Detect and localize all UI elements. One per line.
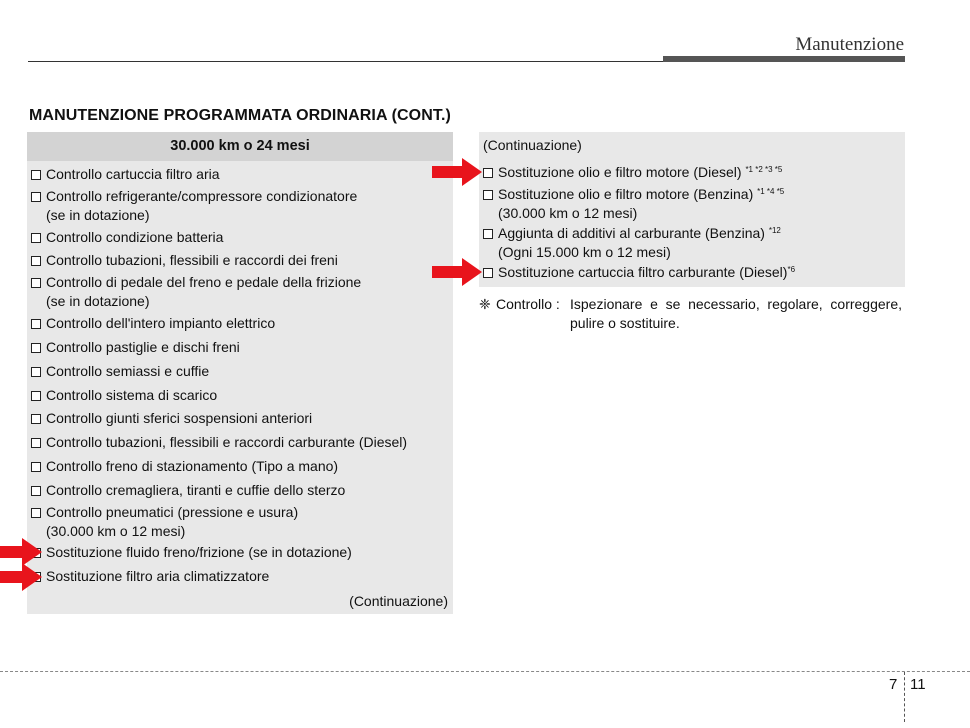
checklist-item-line (498, 263, 901, 282)
checklist-item (483, 224, 901, 262)
checklist-item (483, 263, 901, 282)
left-table-body (27, 161, 453, 614)
checklist-item-label: Controllo refrigerante/compressore condizionatore (46, 188, 358, 204)
footnote-ref: *12 (768, 226, 781, 235)
checklist-item (31, 251, 449, 270)
checkbox-icon (31, 508, 41, 518)
checklist-item (31, 481, 449, 500)
checklist-item (31, 338, 449, 357)
checklist-item-label: Controllo cremagliera, tiranti e cuffie dello sterzo (46, 482, 346, 498)
footnote-ref: *1 *4 *5 (757, 187, 785, 196)
checklist-item-label: Controllo tubazioni, flessibili e raccordi carburante (Diesel) (46, 434, 408, 450)
checklist-item (31, 567, 449, 586)
left-table-heading: 30.000 km o 24 mesi (27, 132, 453, 161)
checklist-item-label: Sostituzione olio e filtro motore (Diesel) (498, 164, 742, 180)
checklist-item (483, 185, 901, 223)
checkbox-icon (31, 343, 41, 353)
checklist-item-line (498, 224, 901, 243)
checklist-item-sub: (Ogni 15.000 km o 12 mesi) (498, 244, 671, 260)
page-number: 11 (910, 676, 926, 693)
red-arrow-icon (432, 258, 484, 286)
checklist-item-label: Controllo semiassi e cuffie (46, 363, 210, 379)
header-bar (663, 56, 905, 62)
checklist-item-label: Controllo di pedale del freno e pedale della frizione (46, 274, 362, 290)
page-number-separator (904, 672, 905, 722)
checklist-item (31, 503, 449, 541)
checklist-item-label: Controllo dell'intero impianto elettrico (46, 315, 276, 331)
header-rule (28, 61, 663, 62)
checkbox-icon (31, 256, 41, 266)
checklist-item (31, 543, 449, 562)
checkbox-icon (31, 192, 41, 202)
footer-rule (0, 671, 970, 672)
checkbox-icon (483, 190, 493, 200)
checklist-item-label: Controllo condizione batteria (46, 229, 224, 245)
checklist-item (31, 187, 449, 225)
footnote-ref: *1 *2 *3 *5 (745, 165, 783, 174)
footnote-ref: *6 (787, 265, 796, 274)
red-arrow-icon (0, 538, 42, 566)
checkbox-icon (483, 168, 493, 178)
continuation-label: (Continuazione) (349, 593, 448, 609)
checkbox-icon (483, 229, 493, 239)
checklist-item-sub: (se in dotazione) (46, 293, 150, 309)
left-maintenance-table (27, 132, 453, 614)
checklist-item-label: Sostituzione fluido freno/frizione (se in dotazione) (46, 544, 352, 560)
checklist-item-label: Controllo freno di stazionamento (Tipo a mano) (46, 458, 339, 474)
checklist-item-label: Sostituzione filtro aria climatizzatore (46, 568, 270, 584)
header-title: Manutenzione (795, 34, 904, 55)
checkbox-icon (31, 462, 41, 472)
checklist-item (31, 409, 449, 428)
checklist-item (31, 273, 449, 311)
checklist-item-label: Controllo cartuccia filtro aria (46, 166, 220, 182)
checkbox-icon (31, 414, 41, 424)
checkbox-icon (31, 319, 41, 329)
checkbox-icon (31, 486, 41, 496)
checkbox-icon (31, 278, 41, 288)
checklist-item-line (498, 163, 901, 182)
red-arrow-icon (432, 158, 484, 186)
checklist-item-sub: (se in dotazione) (46, 207, 150, 223)
right-maintenance-table (479, 132, 905, 287)
chapter-number: 7 (889, 676, 898, 693)
checkbox-icon (31, 170, 41, 180)
checklist-item (31, 386, 449, 405)
checkbox-icon (31, 367, 41, 377)
checklist-item-sub: (30.000 km o 12 mesi) (498, 205, 638, 221)
checklist-item-label: Aggiunta di additivi al carburante (Benzina) (498, 225, 765, 241)
checklist-item (483, 163, 901, 182)
checklist-item-label: Controllo tubazioni, flessibili e raccordi dei freni (46, 252, 338, 268)
checklist-item (31, 457, 449, 476)
checklist-item (31, 362, 449, 381)
checkbox-icon (483, 268, 493, 278)
checklist-item-label: Controllo sistema di scarico (46, 387, 218, 403)
checklist-item (31, 314, 449, 333)
checklist-item-line (498, 185, 901, 204)
checkbox-icon (31, 438, 41, 448)
checklist-item-label: Controllo pastiglie e dischi freni (46, 339, 240, 355)
checklist-item-label: Sostituzione olio e filtro motore (Benzina) (498, 186, 754, 202)
checklist-item-label: Controllo giunti sferici sospensioni anteriori (46, 410, 313, 426)
note-label: Controllo : (496, 296, 560, 312)
asterisk-icon: ❈ (479, 296, 491, 312)
note-text: Ispezionare e se necessario, regolare, correggere, pulire o sostituire. (570, 296, 902, 331)
checklist-item-label: Sostituzione cartuccia filtro carburante (Diesel) (498, 264, 788, 280)
section-title: MANUTENZIONE PROGRAMMATA ORDINARIA (CONT.) (29, 107, 451, 124)
checklist-item-sub: (30.000 km o 12 mesi) (46, 523, 186, 539)
right-table-heading: (Continuazione) (483, 137, 582, 153)
checklist-item (31, 228, 449, 247)
checklist-item (31, 165, 449, 184)
checklist-item-label: Controllo pneumatici (pressione e usura) (46, 504, 299, 520)
checkbox-icon (31, 233, 41, 243)
checklist-item (31, 433, 449, 452)
red-arrow-icon (0, 563, 42, 591)
checkbox-icon (31, 391, 41, 401)
